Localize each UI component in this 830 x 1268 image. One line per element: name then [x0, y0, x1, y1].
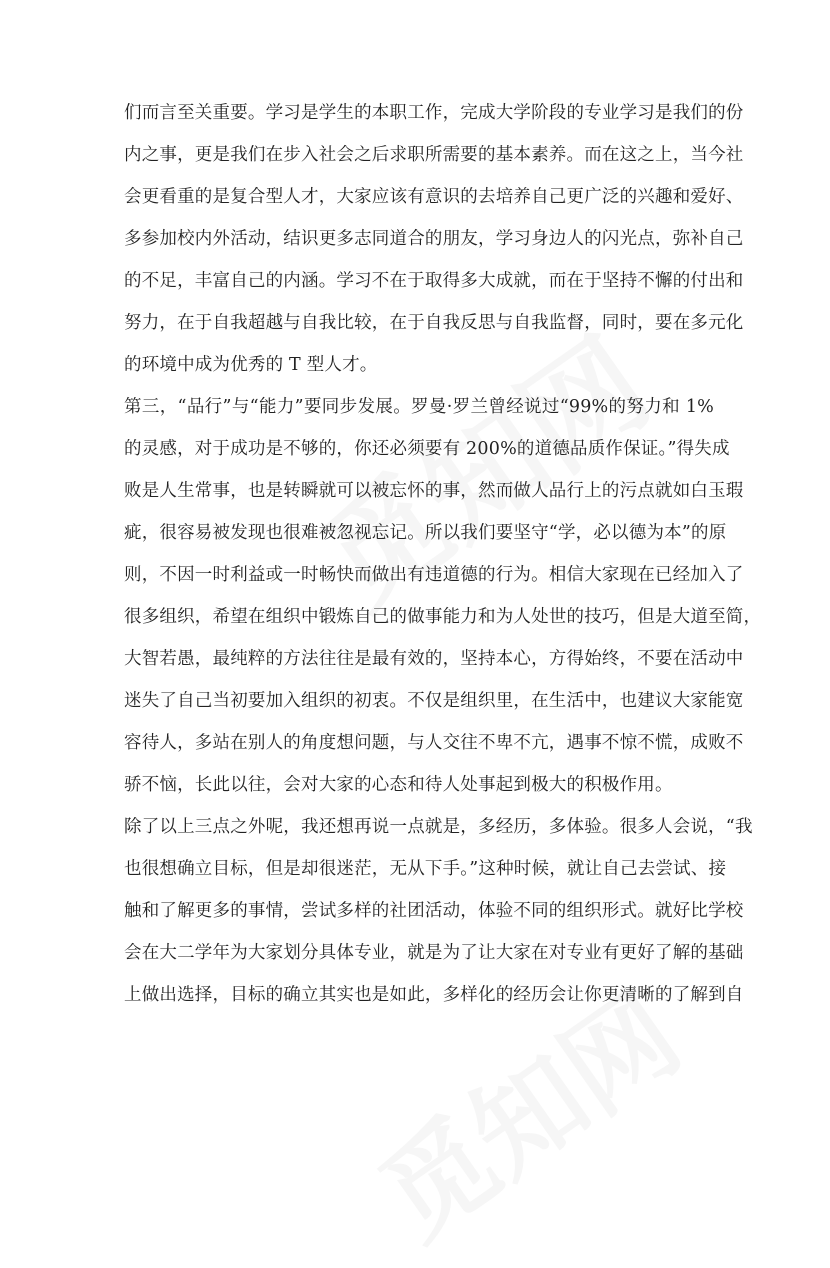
text-line: 很多组织，希望在组织中锻炼自己的做事能力和为人处世的技巧，但是大道至简， — [124, 607, 762, 627]
text-line: 们而言至关重要。学习是学生的本职工作，完成大学阶段的专业学习是我们的份 — [124, 103, 744, 123]
text-line: 触和了解更多的事情，尝试多样的社团活动，体验不同的组织形式。就好比学校 — [124, 901, 744, 921]
text-line: 败是人生常事，也是转瞬就可以被忘怀的事，然而做人品行上的污点就如白玉瑕 — [124, 481, 744, 501]
text-line: 迷失了自己当初要加入组织的初衷。不仅是组织里，在生活中，也建议大家能宽 — [124, 691, 744, 711]
text-line: 容待人，多站在别人的角度想问题，与人交往不卑不亢，遇事不惊不慌，成败不 — [124, 733, 744, 753]
text-line: 努力，在于自我超越与自我比较，在于自我反思与自我监督，同时，要在多元化 — [124, 313, 744, 333]
text-line: 则，不因一时利益或一时畅快而做出有违道德的行为。相信大家现在已经加入了 — [124, 565, 744, 585]
text-line: 疵，很容易被发现也很难被忽视忘记。所以我们要坚守“学，必以德为本”的原 — [124, 523, 727, 543]
text-line: 的环境中成为优秀的 T 型人才。 — [124, 355, 378, 375]
text-line: 的灵感，对于成功是不够的，你还必须要有 200%的道德品质作保证。”得失成 — [124, 439, 730, 459]
text-line: 上做出选择，目标的确立其实也是如此，多样化的经历会让你更清晰的了解到自 — [124, 985, 744, 1005]
text-line: 的不足，丰富自己的内涵。学习不在于取得多大成就，而在于坚持不懈的付出和 — [124, 271, 744, 291]
watermark — [283, 292, 677, 639]
text-line: 会更看重的是复合型人才，大家应该有意识的去培养自己更广泛的兴趣和爱好、 — [124, 187, 744, 207]
text-line: 大智若愚，最纯粹的方法往往是最有效的，坚持本心，方得始终，不要在活动中 — [124, 649, 744, 669]
text-line: 内之事，更是我们在步入社会之后求职所需要的基本素养。而在这之上，当今社 — [124, 145, 744, 165]
text-line: 也很想确立目标，但是却很迷茫，无从下手。”这种时候，就让自己去尝试、接 — [124, 859, 727, 879]
text-line: 骄不恼，长此以往，会对大家的心态和待人处事起到极大的积极作用。 — [124, 775, 673, 795]
text-line: 第三，“品行”与“能力”要同步发展。罗曼·罗兰曾经说过“99%的努力和 1% — [124, 397, 714, 417]
text-line: 除了以上三点之外呢，我还想再说一点就是，多经历，多体验。很多人会说，“我 — [124, 817, 753, 837]
text-line: 会在大二学年为大家划分具体专业，就是为了让大家在对专业有更好了解的基础 — [124, 943, 744, 963]
text-line: 多参加校内外活动，结识更多志同道合的朋友，学习身边人的闪光点，弥补自己 — [124, 229, 744, 249]
